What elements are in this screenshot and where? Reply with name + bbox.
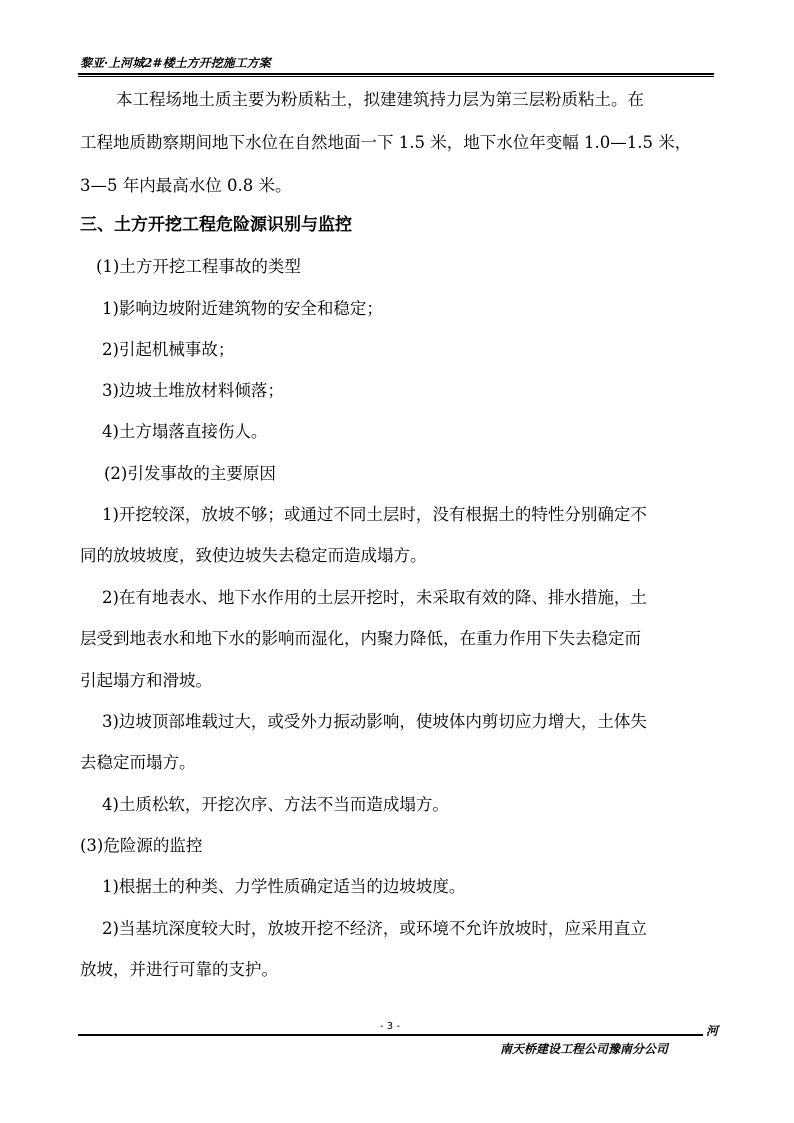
paragraph-line-3: 3—5 年内最高水位 0.8 米。 — [80, 176, 292, 195]
list-item: 1)根据土的种类、力学性质确定适当的边坡坡度。 — [102, 877, 466, 896]
list-item-continuation: 去稳定而塌方。 — [80, 753, 196, 772]
paragraph-line-1: 本工程场地土质主要为粉质粘土，拟建建筑持力层为第三层粉质粘土。在 — [116, 90, 644, 109]
subsection-heading-2: (2)引发事故的主要原因 — [104, 464, 276, 483]
list-item: 2)在有地表水、地下水作用的土层开挖时，未采取有效的降、排水措施，土 — [102, 588, 647, 607]
page-number: - 3 - — [380, 1021, 400, 1032]
list-item: 1)开挖较深，放坡不够；或通过不同土层时，没有根据土的特性分别确定不 — [102, 505, 647, 524]
list-item: 2)引起机械事故； — [102, 340, 235, 359]
subsection-heading-1: (1)土方开挖工程事故的类型 — [96, 257, 301, 276]
list-item-continuation: 层受到地表水和地下水的影响而湿化，内聚力降低，在重力作用下失去稳定而 — [80, 629, 641, 648]
list-item: 4)土方塌落直接伤人。 — [102, 422, 268, 441]
list-item: 3)边坡土堆放材料倾落； — [102, 381, 284, 400]
list-item-continuation: 引起塌方和滑坡。 — [80, 671, 212, 690]
list-item: 2)当基坑深度较大时，放坡开挖不经济，或环境不允许放坡时，应采用直立 — [102, 919, 647, 938]
footer-trailing-char: 河 — [706, 1024, 719, 1038]
footer-company-name: 南天桥建设工程公司豫南分公司 — [500, 1042, 669, 1056]
list-item-continuation: 放坡，并进行可靠的支护。 — [80, 960, 278, 979]
list-item-continuation: 同的放坡坡度，致使边坡失去稳定而造成塌方。 — [80, 546, 427, 565]
paragraph-line-2: 工程地质勘察期间地下水位在自然地面一下 1.5 米，地下水位年变幅 1.0—1.5 米， — [80, 133, 692, 152]
list-item: 3)边坡顶部堆载过大，或受外力振动影响，使坡体内剪切应力增大，土体失 — [102, 712, 647, 731]
header-rule-thick — [78, 73, 714, 75]
list-item: 4)土质松软，开挖次序、方法不当而造成塌方。 — [102, 795, 449, 814]
document-header-title: 黎亚·上河城2#楼土方开挖施工方案 — [80, 56, 271, 70]
footer-rule — [78, 1034, 703, 1036]
list-item: 1)影响边坡附近建筑物的安全和稳定； — [102, 299, 383, 318]
section-heading: 三、土方开挖工程危险源识别与监控 — [80, 215, 352, 235]
header-rule-thin — [78, 76, 714, 77]
subsection-heading-3: (3)危险源的监控 — [80, 836, 203, 855]
